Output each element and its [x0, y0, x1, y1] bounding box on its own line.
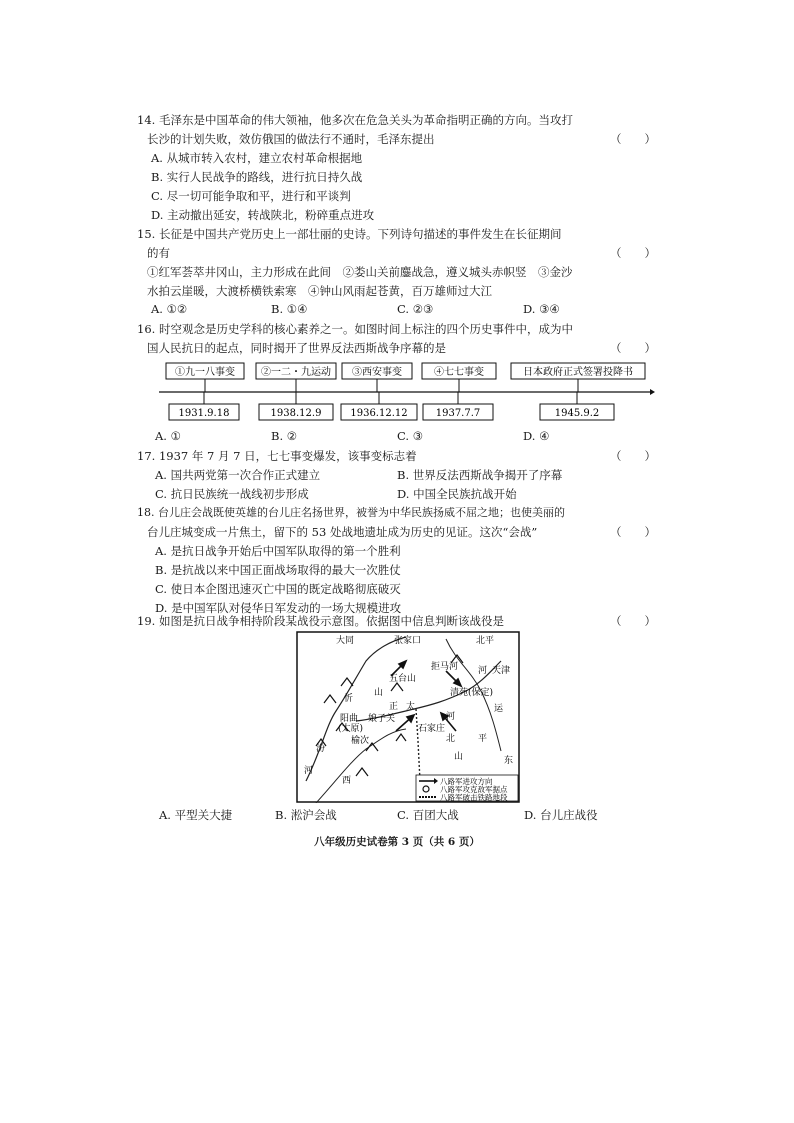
q18-option-b: B. 是抗战以来中国正面战场取得的最大一次胜仗 [155, 563, 401, 577]
map-label-ping: 平 [478, 734, 488, 744]
map-label-he: 河 [478, 666, 488, 676]
q15-answer-bracket: （ ） [610, 246, 656, 260]
q14-stem-line2: 长沙的计划失败，效仿俄国的做法行不通时，毛泽东提出 [147, 132, 435, 146]
map-label-zheng: 正 [389, 702, 399, 712]
q19-option-a: A. 平型关大捷 [159, 808, 233, 822]
q16-option-c: C. ③ [397, 429, 424, 443]
q14-option-d: D. 主动撤出延安，转战陕北，粉碎重点进攻 [151, 208, 375, 222]
map-label-bei: 北 [446, 734, 456, 744]
timeline-date-1: 1931.9.18 [178, 408, 230, 419]
q15-stem-line1: 15. 长征是中国共产党历史上一部壮丽的史诗。下列诗句描述的事件发生在长征期间 [137, 227, 562, 241]
q17-stem: 17. 1937 年 7 月 7 日，七七事变爆发，该事变标志着 [137, 449, 417, 463]
q14-option-a: A. 从城市转入农村，建立农村革命根据地 [151, 151, 363, 165]
map-label-niangzi: 娘子关 [368, 714, 396, 724]
q19-option-c: C. 百团大战 [397, 808, 459, 822]
legend-captured-point: 八路军攻克敌军据点 [440, 785, 508, 794]
map-label-qinghua: 清苑(保定) [450, 688, 494, 698]
map-label-xi: 西 [342, 776, 352, 786]
q18-option-d: D. 是中国军队对侵华日军发动的一场大规模进攻 [155, 601, 402, 615]
map-label-mountain: 山 [374, 688, 384, 698]
q14-answer-bracket: （ ） [610, 132, 656, 146]
q19-option-b: B. 淞沪会战 [275, 808, 337, 822]
map-label-wutai: 五台山 [389, 674, 417, 684]
q16-answer-bracket: （ ） [610, 341, 656, 355]
q17-option-d: D. 中国全民族抗战开始 [397, 487, 517, 501]
q15-stem-line2: 的有 [147, 246, 170, 260]
q15-option-b: B. ①④ [271, 302, 308, 316]
q14-stem-line1: 14. 毛泽东是中国革命的伟大领袖，他多次在危急关头为革命指明正确的方向。当攻打 [137, 113, 573, 127]
map-label-beiping: 北平 [476, 636, 495, 646]
timeline-date-2: 1938.12.9 [270, 408, 322, 419]
map-label-dong: 东 [504, 756, 514, 766]
legend-attack-direction: 八路军进攻方向 [440, 777, 493, 786]
q16-option-d: D. ④ [523, 429, 550, 443]
legend-railway-sabotage: 八路军破击铁路地段 [440, 793, 508, 802]
map-label-shijiazhuang: 石家庄 [418, 724, 446, 734]
q15-poem-line2: 水拍云崖暖，大渡桥横铁索寒 ④钟山风雨起苍黄，百万雄师过大江 [147, 284, 492, 298]
q18-stem-line2: 台儿庄城变成一片焦土，留下的 53 处战地遗址成为历史的见证。这次“会战” [147, 525, 538, 539]
q19-answer-bracket: （ ） [610, 614, 656, 628]
q16-option-b: B. ② [271, 429, 298, 443]
q17-option-c: C. 抗日民族统一战线初步形成 [155, 487, 309, 501]
q15-poem-line1: ①红军荟萃井冈山，主力形成在此间 ②娄山关前鏖战急，遵义城头赤帜竖 ③金沙 [147, 265, 573, 279]
map-label-shan: 山 [454, 752, 464, 762]
map-label-yuci: 榆次 [351, 736, 370, 746]
q16-stem-line2: 国人民抗日的起点，同时揭开了世界反法西斯战争序幕的是 [147, 341, 446, 355]
q15-option-c: C. ②③ [397, 302, 434, 316]
map-label-zhangjiakou: 张家口 [394, 636, 422, 646]
q19-stem: 19. 如图是抗日战争相持阶段某战役示意图。依据图中信息判断该战役是 [137, 614, 504, 628]
q18-stem-line1: 18. 台儿庄会战既使英雄的台儿庄名扬世界，被誉为中华民族扬威不屈之地；也使美丽的 [137, 506, 565, 519]
event-timeline [155, 360, 655, 424]
q18-option-c: C. 使日本企图迅速灭亡中国的既定战略彻底破灭 [155, 582, 401, 596]
map-label-tianjin: 天津 [492, 666, 511, 676]
map-label-river2: 河 [446, 712, 456, 722]
q19-option-d: D. 台儿庄战役 [524, 808, 598, 822]
timeline-event-1-label: ①九一八事变 [175, 367, 235, 378]
timeline-event-4-label: ④七七事变 [434, 367, 484, 378]
map-label-xin: 忻 [344, 694, 354, 704]
timeline-arrowhead [650, 389, 655, 395]
timeline-date-5: 1945.9.2 [554, 408, 600, 419]
map-legend [416, 775, 518, 802]
page-footer: 八年级历史试卷第 3 页（共 6 页） [314, 836, 480, 848]
map-label-fen: 汾 [316, 744, 326, 754]
q17-option-a: A. 国共两党第一次合作正式建立 [155, 468, 321, 482]
timeline-event-2-label: ②一二・九运动 [261, 367, 331, 378]
map-label-datong: 大同 [336, 636, 355, 646]
q17-option-b: B. 世界反法西斯战争揭开了序幕 [397, 468, 563, 482]
battle-map [296, 631, 520, 803]
map-label-yangqu: 阳曲 [340, 714, 359, 724]
timeline-event-5-label: 日本政府正式签署投降书 [523, 367, 633, 378]
map-label-river: 河 [304, 766, 314, 776]
q15-option-d: D. ③④ [523, 302, 560, 316]
q17-answer-bracket: （ ） [610, 449, 656, 463]
map-label-juma: 拒马河 [431, 662, 459, 672]
timeline-date-3: 1936.12.12 [350, 408, 408, 419]
q16-option-a: A. ① [155, 429, 181, 443]
map-label-tai: 太 [406, 702, 416, 712]
map-label-yun: 运 [494, 704, 504, 714]
q15-option-a: A. ①② [151, 302, 188, 316]
q18-answer-bracket: （ ） [610, 525, 656, 539]
q16-stem-line1: 16. 时空观念是历史学科的核心素养之一。如图时间上标注的四个历史事件中，成为中 [137, 322, 573, 336]
map-label-taiyuan: (太原) [338, 724, 364, 734]
q18-option-a: A. 是抗日战争开始后中国军队取得的第一个胜利 [155, 544, 401, 558]
q14-option-b: B. 实行人民战争的路线，进行抗日持久战 [151, 170, 363, 184]
timeline-event-3-label: ③西安事变 [352, 367, 402, 378]
q14-option-c: C. 尽一切可能争取和平，进行和平谈判 [151, 189, 351, 203]
timeline-date-4: 1937.7.7 [435, 408, 481, 419]
